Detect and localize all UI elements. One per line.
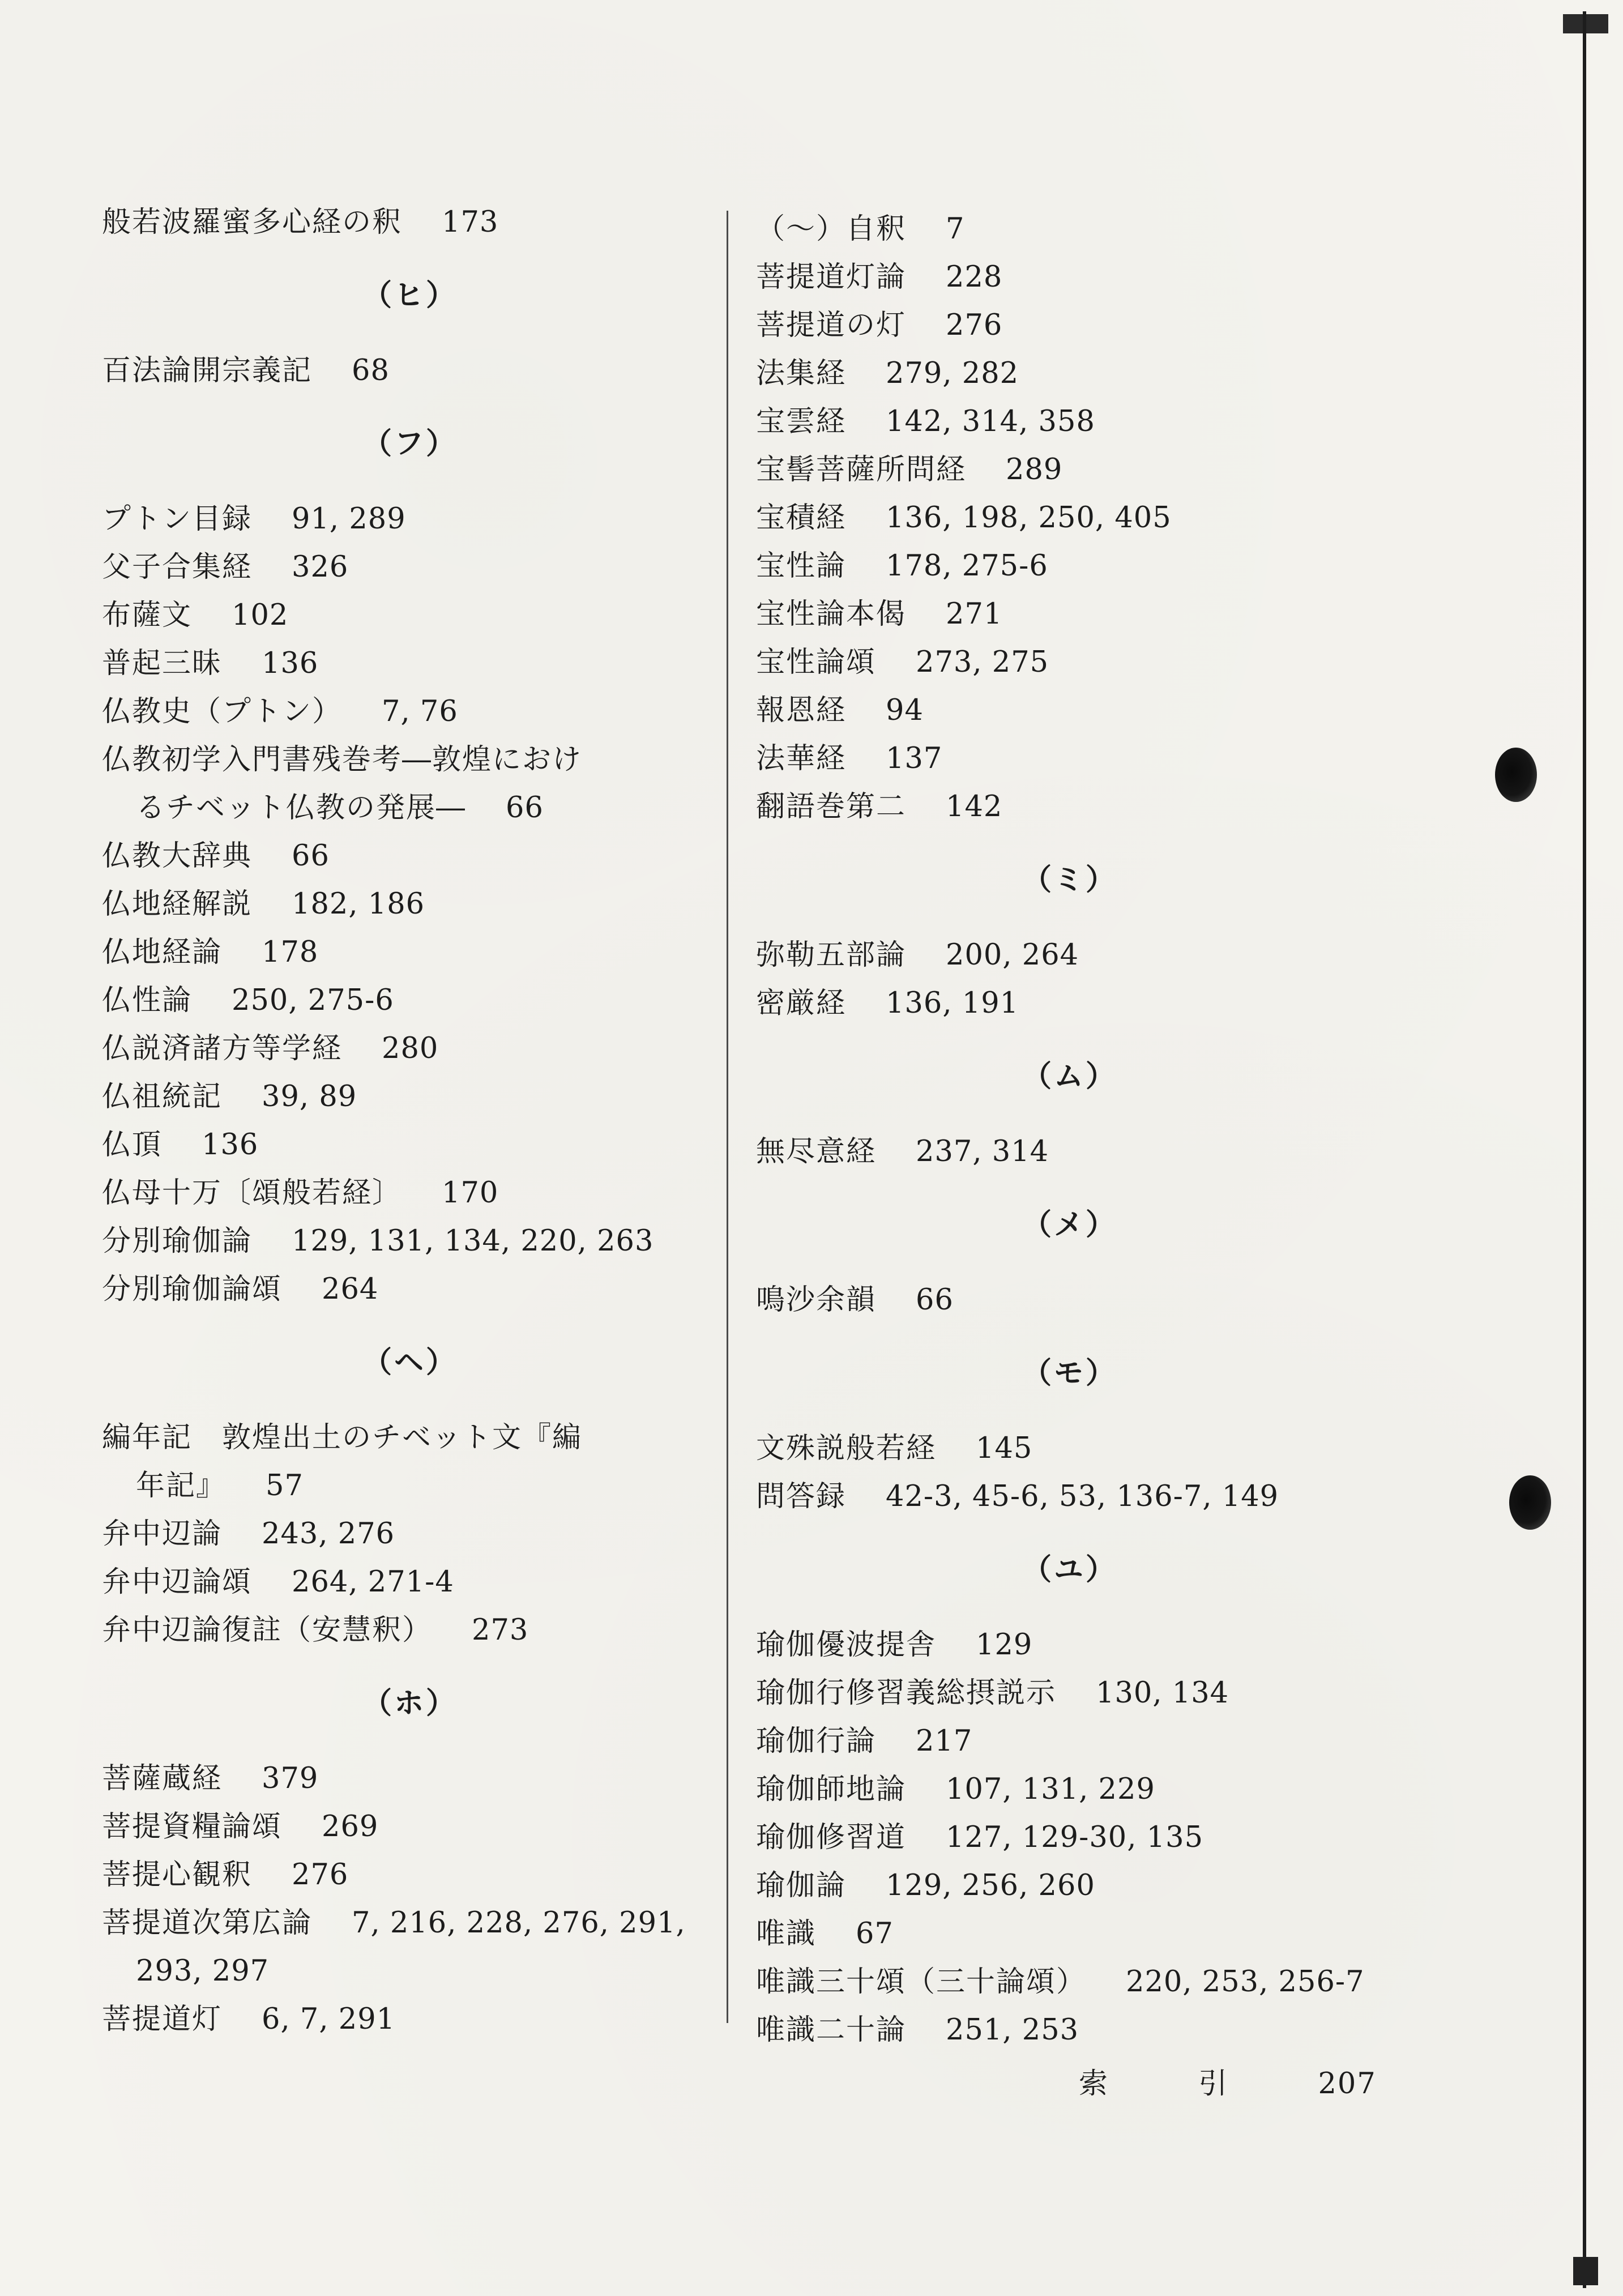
index-entry <box>102 688 742 736</box>
entry-pages: 178, 275-6 <box>886 549 1048 583</box>
index-entry <box>102 198 742 246</box>
entry-pages: 237, 314 <box>916 1135 1049 1168</box>
section-heading: （ユ） <box>1022 1552 1118 1587</box>
entry-pages: 280 <box>382 1032 439 1065</box>
entry-title: 弁中辺論復註（安慧釈） <box>102 1614 433 1647</box>
entry-title: 密厳経 <box>756 987 847 1020</box>
index-entry <box>102 976 742 1025</box>
entry-pages: 68 <box>352 354 390 387</box>
entry-title: 布薩文 <box>102 599 193 632</box>
entry-title: 仏教大辞典 <box>102 839 253 873</box>
entry-pages: 57 <box>266 1469 304 1503</box>
index-entry <box>102 1169 742 1217</box>
entry-pages: 217 <box>916 1725 973 1758</box>
entry-pages: 142, 314, 358 <box>886 405 1095 438</box>
entry-title: 瑜伽修習道 <box>756 1821 907 1854</box>
index-right-column <box>756 205 1396 2054</box>
section-heading: （フ） <box>362 426 458 461</box>
entry-title: 仏地経論 <box>102 936 223 969</box>
entry-pages: 220, 253, 256-7 <box>1126 1965 1365 1999</box>
entry-title: 瑜伽論 <box>756 1869 847 1902</box>
entry-title: 仏頂 <box>102 1128 163 1162</box>
entry-pages: 243, 276 <box>262 1517 395 1551</box>
entry-pages: 182, 186 <box>292 887 425 921</box>
entry-pages: 273, 275 <box>916 646 1049 679</box>
entry-title: 般若波羅蜜多心経の釈 <box>102 206 403 239</box>
entry-title: 無尽意経 <box>756 1135 877 1168</box>
index-entry <box>102 928 742 976</box>
index-entry <box>102 1510 742 1558</box>
entry-pages: 127, 129-30, 135 <box>946 1821 1204 1854</box>
index-entry <box>102 1265 742 1313</box>
entry-title: 菩提道次第広論 <box>102 1906 313 1940</box>
entry-pages: 273 <box>472 1614 529 1647</box>
index-entry <box>102 1073 742 1121</box>
index-entry <box>102 880 742 928</box>
binding-edge-line <box>1583 11 1586 2288</box>
entry-pages: 39, 89 <box>262 1080 357 1113</box>
section-heading: （ミ） <box>1022 863 1118 897</box>
entry-pages: 91, 289 <box>292 502 406 536</box>
entry-title: 菩薩蔵経 <box>102 1762 223 1795</box>
index-entry <box>756 1958 1396 2006</box>
entry-pages: 271 <box>946 598 1003 631</box>
entry-title: 菩提資糧論頌 <box>102 1810 283 1843</box>
index-entry <box>756 783 1396 831</box>
entry-title: 瑜伽行修習義総摂説示 <box>756 1676 1057 1710</box>
punch-hole-upper <box>1495 748 1537 802</box>
entry-pages: 264, 271-4 <box>292 1565 454 1599</box>
entry-pages: 129, 256, 260 <box>886 1869 1095 1902</box>
entry-title: 分別瑜伽論 <box>102 1224 253 1258</box>
entry-pages: 276 <box>292 1858 349 1892</box>
entry-pages: 173 <box>442 206 499 239</box>
entry-pages: 276 <box>946 309 1003 342</box>
index-entry <box>756 1276 1396 1324</box>
index-entry <box>756 1862 1396 1910</box>
index-entry <box>756 735 1396 783</box>
index-entry <box>756 1910 1396 1958</box>
index-entry <box>756 638 1396 686</box>
index-entry <box>756 2006 1396 2054</box>
index-left-column <box>102 198 742 2043</box>
entry-title: 普起三昧 <box>102 647 223 680</box>
entry-pages: 137 <box>886 742 943 775</box>
entry-pages: 200, 264 <box>946 938 1079 972</box>
entry-title: 唯識 <box>756 1917 817 1951</box>
entry-title: 瑜伽優波提舎 <box>756 1628 937 1662</box>
section-heading: （ム） <box>1022 1059 1118 1094</box>
index-entry <box>102 1803 742 1851</box>
entry-pages: 107, 131, 229 <box>946 1773 1155 1806</box>
index-entry <box>756 1621 1396 1669</box>
index-entry <box>756 494 1396 542</box>
entry-pages: 129 <box>976 1628 1033 1662</box>
entry-title: 宝積経 <box>756 501 847 535</box>
page-number: 207 <box>1318 2067 1377 2101</box>
entry-title: 宝性論 <box>756 549 847 583</box>
entry-pages-continuation: 293, 297 <box>136 1954 270 1988</box>
index-entry <box>102 1025 742 1073</box>
section-heading: （ヘ） <box>362 1345 458 1380</box>
entry-title: 弁中辺論 <box>102 1517 223 1551</box>
entry-title: 瑜伽師地論 <box>756 1773 907 1806</box>
index-entry <box>756 1128 1396 1176</box>
index-entry <box>756 979 1396 1027</box>
index-entry <box>756 542 1396 590</box>
index-entry <box>756 686 1396 735</box>
entry-title: 翻語巻第二 <box>756 790 907 823</box>
entry-pages: 170 <box>442 1176 499 1210</box>
entry-title: 仏母十万〔頌般若経〕 <box>102 1176 403 1210</box>
index-entry <box>102 543 742 591</box>
entry-pages: 136, 191 <box>886 987 1019 1020</box>
entry-title: 報恩経 <box>756 694 847 727</box>
entry-title: 仏祖統記 <box>102 1080 223 1113</box>
index-entry <box>756 398 1396 446</box>
entry-pages: 142 <box>946 790 1003 823</box>
index-entry <box>102 495 742 543</box>
column-divider <box>727 211 728 2023</box>
entry-pages: 136 <box>262 647 319 680</box>
index-entry <box>756 253 1396 301</box>
entry-pages: 94 <box>886 694 924 727</box>
entry-pages: 326 <box>292 550 349 584</box>
index-entry <box>102 1121 742 1169</box>
entry-pages: 136 <box>202 1128 259 1162</box>
entry-title-continuation: 年記』 <box>136 1469 227 1503</box>
index-entry <box>756 1813 1396 1862</box>
footer-label-index-1: 索 <box>1079 2067 1109 2101</box>
entry-title-continuation: るチベット仏教の発展― <box>136 791 467 825</box>
entry-title: 弁中辺論頌 <box>102 1565 253 1599</box>
footer-label-index-2: 引 <box>1198 2067 1229 2101</box>
index-entry <box>756 1473 1396 1521</box>
entry-title: 法華経 <box>756 742 847 775</box>
index-entry <box>756 1765 1396 1813</box>
entry-pages: 66 <box>506 791 544 825</box>
entry-title: 法集経 <box>756 357 847 390</box>
index-entry <box>102 832 742 880</box>
entry-title: 宝性論本偈 <box>756 598 907 631</box>
index-entry <box>102 1217 742 1265</box>
index-entry <box>756 931 1396 979</box>
index-entry <box>756 1669 1396 1717</box>
entry-title: 仏性論 <box>102 984 193 1017</box>
section-heading: （ホ） <box>362 1686 458 1721</box>
index-entry <box>102 1414 742 1510</box>
index-entry <box>756 1717 1396 1765</box>
entry-pages: 102 <box>232 599 289 632</box>
entry-pages: 250, 275-6 <box>232 984 394 1017</box>
index-entry <box>756 1424 1396 1473</box>
binding-clip-bottom <box>1573 2257 1598 2285</box>
entry-title: 宝雲経 <box>756 405 847 438</box>
entry-title: 仏地経解説 <box>102 887 253 921</box>
index-entry <box>102 1899 742 1995</box>
index-entry <box>102 639 742 688</box>
entry-title: 文殊説般若経 <box>756 1432 937 1465</box>
entry-pages: 145 <box>976 1432 1033 1465</box>
entry-title: 分別瑜伽論頌 <box>102 1273 283 1306</box>
index-entry <box>102 736 742 832</box>
entry-pages: 279, 282 <box>886 357 1019 390</box>
entry-title: プトン目録 <box>102 502 253 536</box>
entry-title: 鳴沙余韻 <box>756 1283 877 1317</box>
entry-pages: 269 <box>322 1810 379 1843</box>
entry-pages: 66 <box>292 839 330 873</box>
index-entry <box>102 1606 742 1654</box>
index-entry <box>102 1851 742 1899</box>
entry-pages: 379 <box>262 1762 319 1795</box>
entry-pages: 264 <box>322 1273 379 1306</box>
punch-hole-lower <box>1509 1475 1551 1530</box>
entry-title: 父子合集経 <box>102 550 253 584</box>
entry-pages: 289 <box>1006 453 1063 486</box>
index-entry <box>102 347 742 395</box>
entry-pages: 228 <box>946 261 1003 294</box>
index-entry <box>102 1755 742 1803</box>
entry-pages: 7, 216, 228, 276, 291, <box>352 1906 686 1940</box>
entry-title: 瑜伽行論 <box>756 1725 877 1758</box>
index-entry <box>756 205 1396 253</box>
entry-title: 唯識三十頌（三十論頌） <box>756 1965 1087 1999</box>
index-entry <box>756 590 1396 638</box>
entry-title: 菩提道灯 <box>102 2003 223 2036</box>
entry-title: 百法論開宗義記 <box>102 354 313 387</box>
entry-title: 宝髻菩薩所問経 <box>756 453 967 486</box>
index-entry <box>756 446 1396 494</box>
index-entry <box>756 301 1396 349</box>
entry-pages: 6, 7, 291 <box>262 2003 396 2036</box>
section-heading: （メ） <box>1022 1207 1118 1242</box>
entry-title: 問答録 <box>756 1480 847 1513</box>
entry-title: 仏説済諸方等学経 <box>102 1032 343 1065</box>
entry-pages: 136, 198, 250, 405 <box>886 501 1172 535</box>
entry-pages: 251, 253 <box>946 2013 1079 2047</box>
section-heading: （モ） <box>1022 1356 1118 1390</box>
entry-title: 唯識二十論 <box>756 2013 907 2047</box>
index-entry <box>102 1558 742 1606</box>
entry-pages: 42-3, 45-6, 53, 136-7, 149 <box>886 1480 1279 1513</box>
entry-pages: 178 <box>262 936 319 969</box>
page-footer <box>1079 2062 1377 2107</box>
entry-title: 仏教初学入門書残巻考―敦煌におけ <box>102 743 583 776</box>
index-entry <box>102 1995 742 2043</box>
entry-pages: 66 <box>916 1283 954 1317</box>
entry-pages: 129, 131, 134, 220, 263 <box>292 1224 654 1258</box>
index-entry <box>756 349 1396 398</box>
entry-title: 仏教史（プトン） <box>102 695 343 728</box>
entry-pages: 130, 134 <box>1096 1676 1229 1710</box>
entry-title: （～）自釈 <box>756 212 907 246</box>
entry-title: 宝性論頌 <box>756 646 877 679</box>
entry-title: 弥勒五部論 <box>756 938 907 972</box>
entry-title: 菩提心観釈 <box>102 1858 253 1892</box>
section-heading: （ヒ） <box>362 278 458 313</box>
entry-title: 編年記 敦煌出土のチベット文『編 <box>102 1421 583 1454</box>
entry-pages: 7 <box>946 212 965 246</box>
index-entry <box>102 591 742 639</box>
entry-title: 菩提道の灯 <box>756 309 907 342</box>
entry-title: 菩提道灯論 <box>756 261 907 294</box>
entry-pages: 7, 76 <box>382 695 458 728</box>
entry-pages: 67 <box>856 1917 894 1951</box>
